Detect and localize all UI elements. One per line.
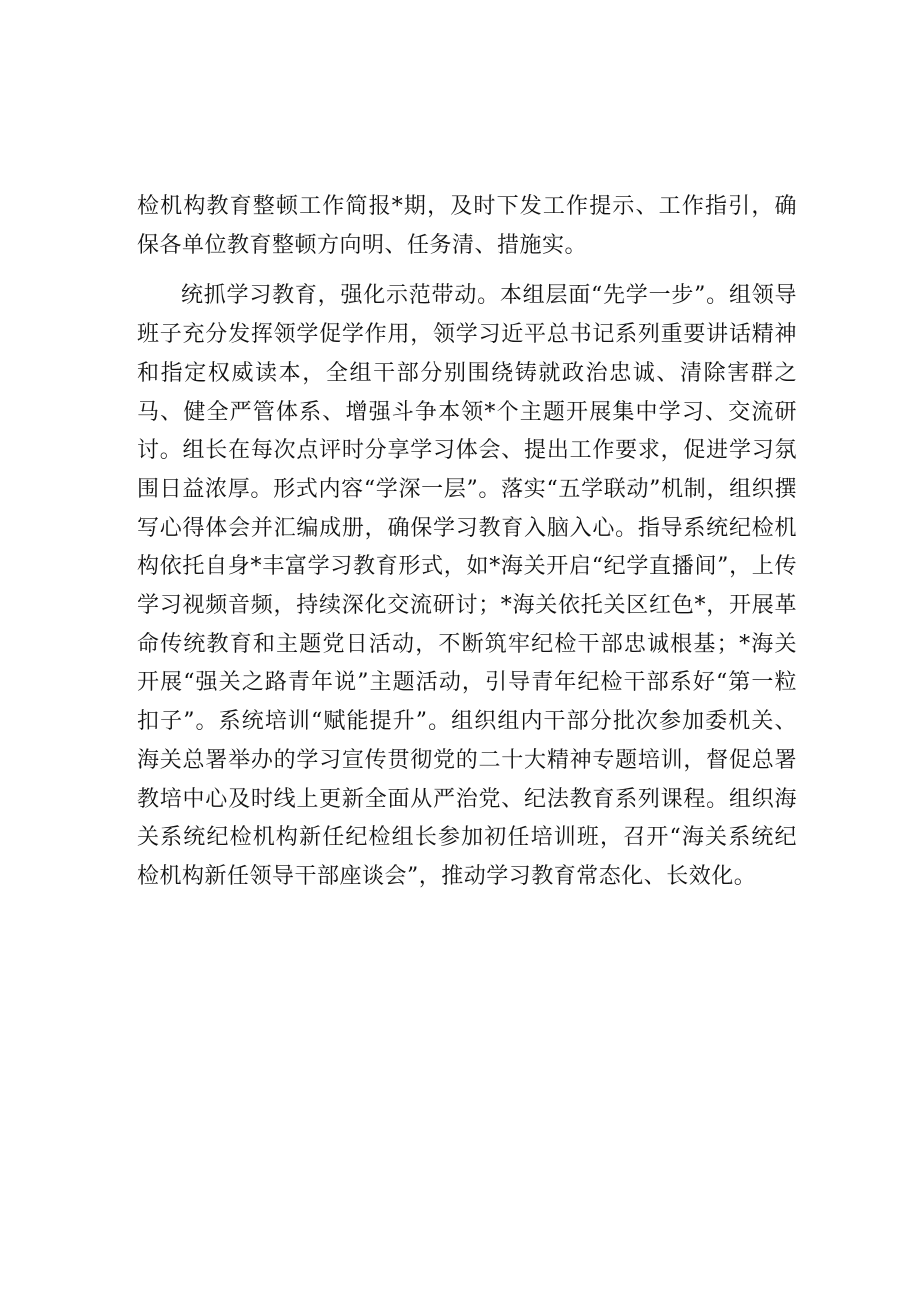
paragraph-continuation: 检机构教育整顿工作简报*期，及时下发工作提示、工作指引，确保各单位教育整顿方向明、任务清、措施实。 xyxy=(137,194,797,258)
paragraph-study-education: 统抓学习教育，强化示范带动。本组层面“先学一步”。组领导班子充分发挥领学促学作用，领学习近平总书记系列重要讲话精神和指定权威读本，全组干部分别围绕铸就政治忠诚、清除害群之马、健全严管体系、增强斗争本领*个主题开展集中学习、交流研讨。组长在每次点评时分享学习体会、提出工作要求，促进学习氛围日益浓厚。形式内容“学深一层”。落实“五学联动”机制，组织撰写心得体会并汇编成册，确保学习教育入脑入心。指导系统纪检机构依托自身*丰富学习教育形式，如*海关开启“纪学直播间”，上传学习视频音频，持续深化交流研讨；*海关依托关区红色*，开展革命传统教育和主题党日活动，不断筑牢纪检干部忠诚根基；*海关开展“强关之路青年说”主题活动，引导青年纪检干部系好“第一粒扣子”。系统培训“赋能提升”。组织组内干部分批次参加委机关、海关总署举办的学习宣传贯彻党的二十大精神专题培训，督促总署教培中心及时线上更新全面从严治党、纪法教育系列课程。组织海关系统纪检机构新任纪检组长参加初任培训班，召开“海关系统纪检机构新任领导干部座谈会”，推动学习教育常态化、长效化。 xyxy=(137,283,797,889)
document-body xyxy=(137,188,797,897)
